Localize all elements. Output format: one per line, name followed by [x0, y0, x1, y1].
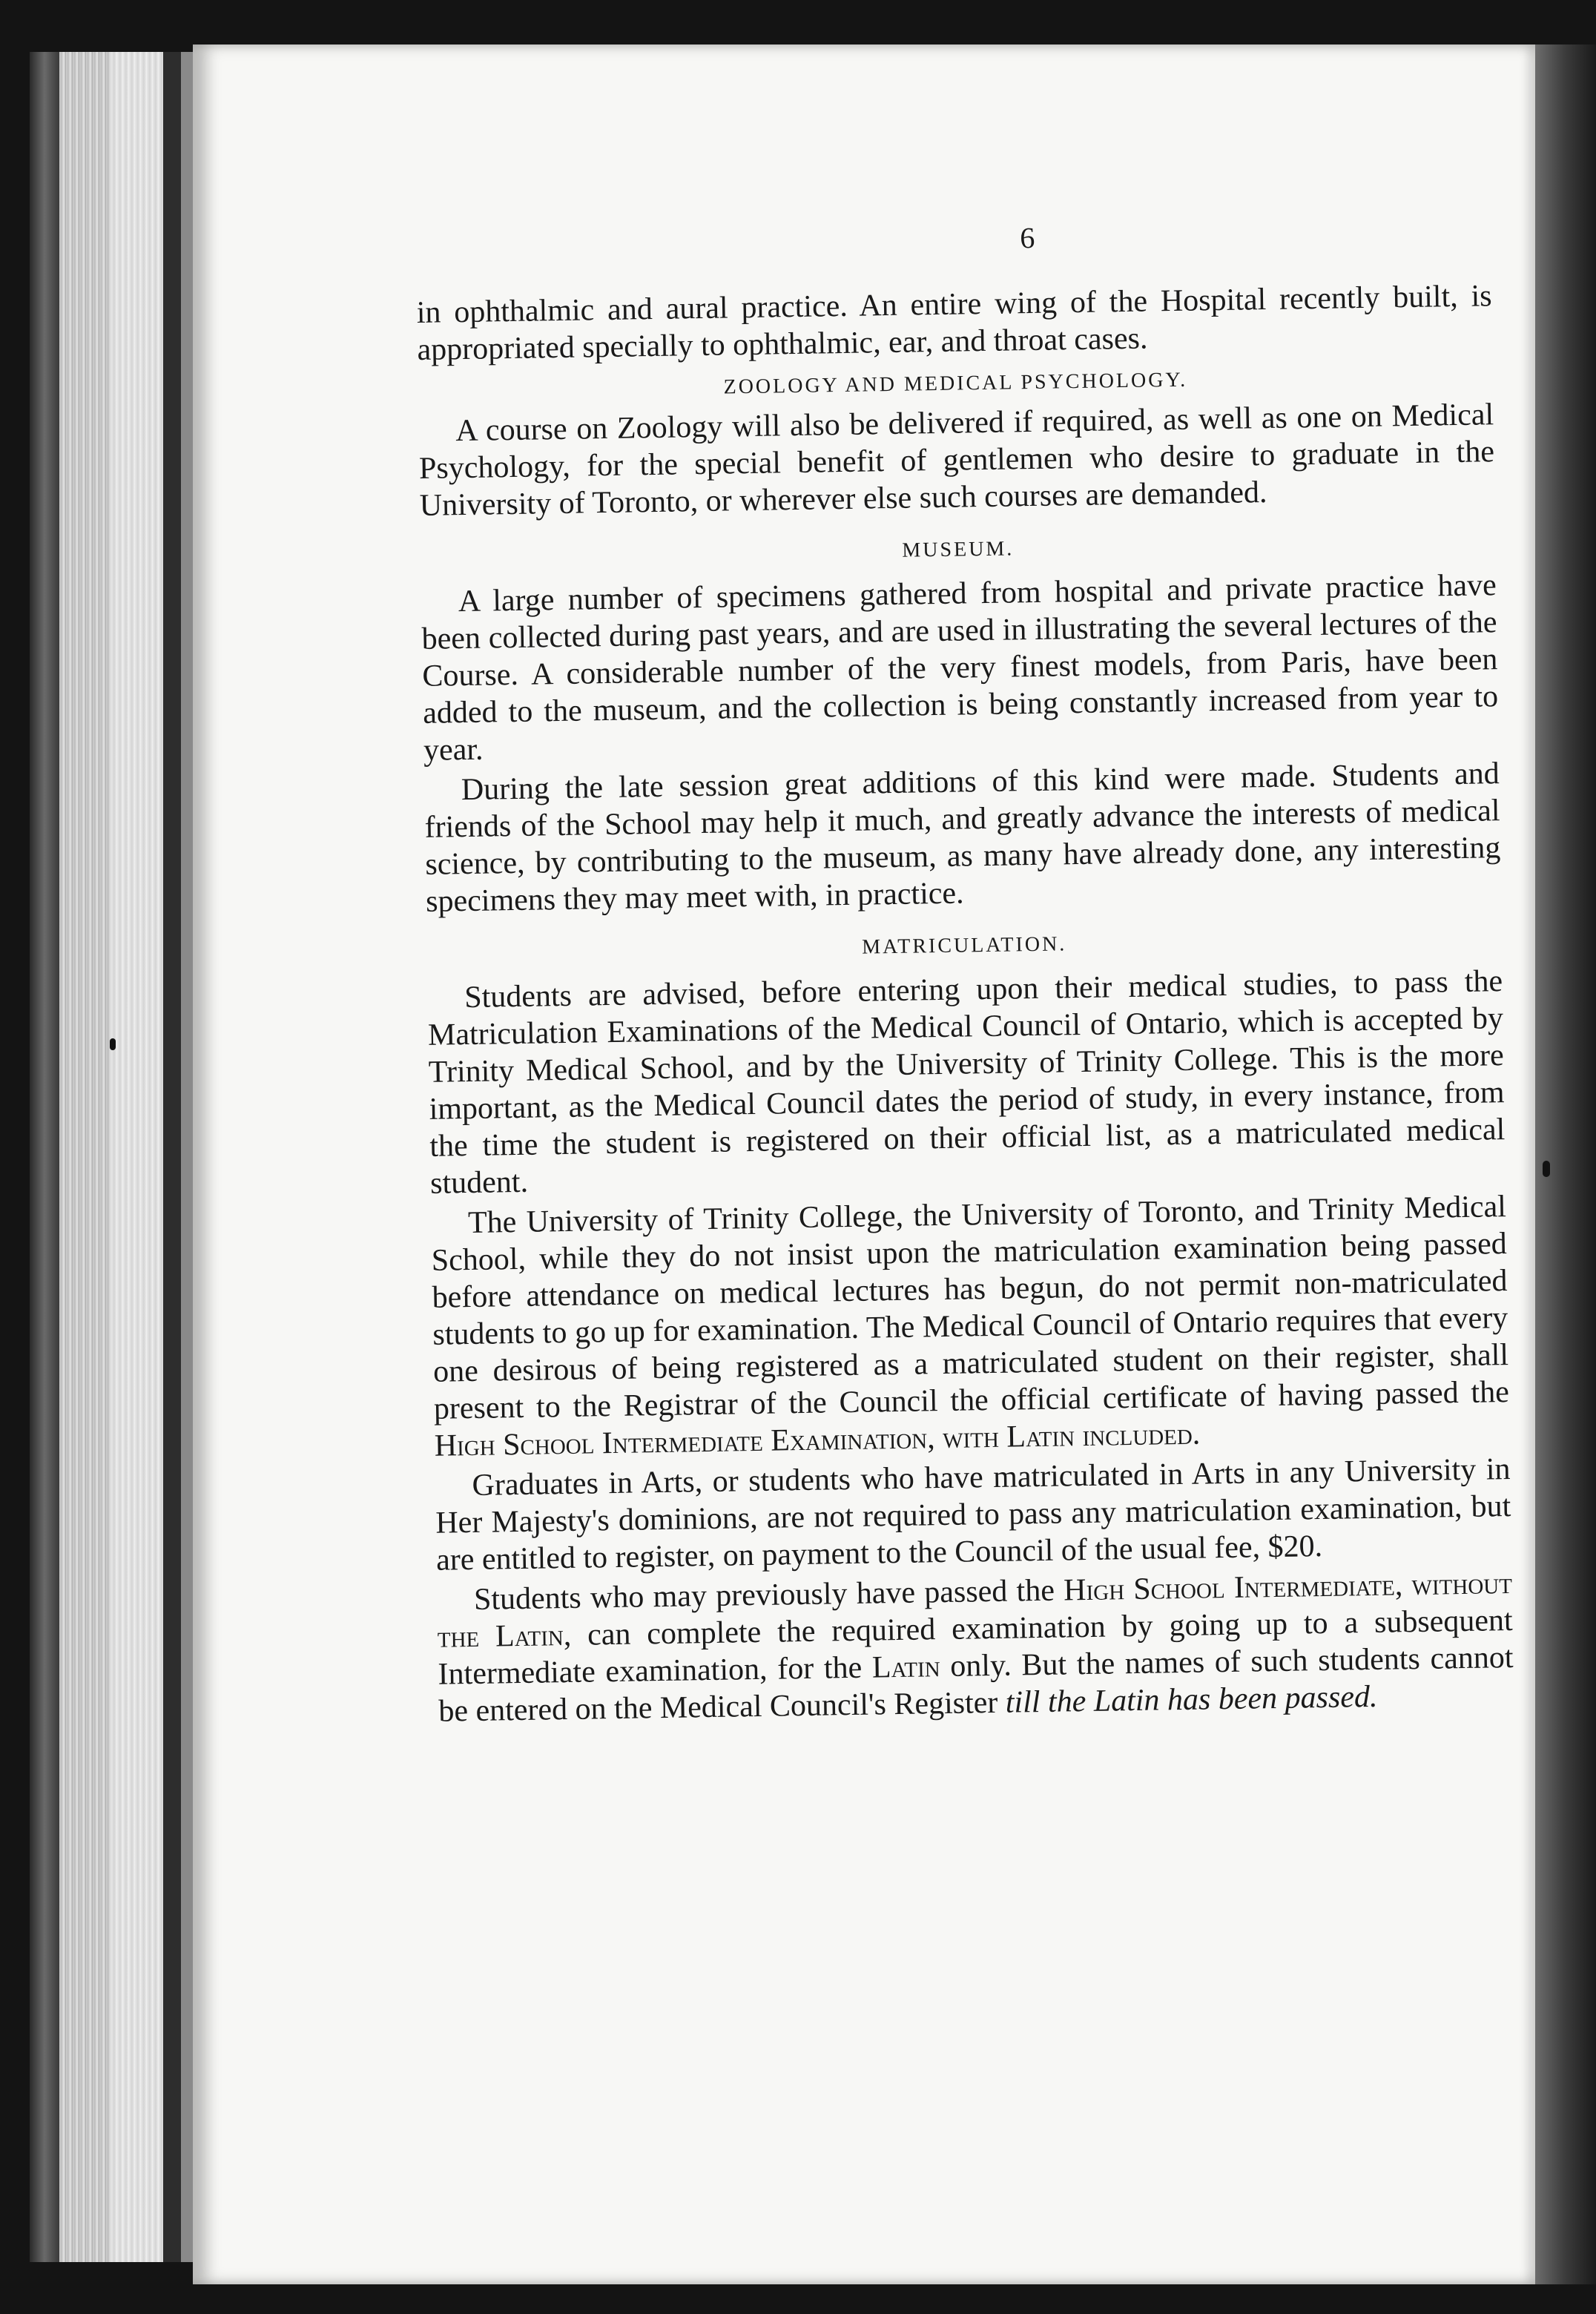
- high-school-intermediate-with-latin: High School Intermediate Examination, with Latin included.: [434, 1417, 1201, 1463]
- intro-paragraph: in ophthalmic and aural practice. An entire wing of the Hospital recently built, is appropriated specially to ophthalmic, ear, and throat cases.: [416, 279, 1492, 367]
- book-binding-edge: [30, 52, 59, 2262]
- heading-matriculation: MATRICULATION.: [861, 932, 1067, 959]
- museum-paragraph-1: A large number of specimens gathered from hospital and private practice have been collected during past years, and are used in illustrating the several lectures of the Course. A considerable number of the very finest models, from Paris, have been added to the museum, and the collection is being constantly increased from year to year.: [421, 568, 1499, 768]
- ink-mark: [1543, 1161, 1550, 1177]
- matriculation-paragraph-4: [437, 1565, 1514, 1730]
- zoology-paragraph: A course on Zoology will also be delivered if required, as well as one on Medical Psychology, for the special benefit of gentlemen who desire to graduate in the University of Toronto, or wherever else such courses are demanded.: [418, 398, 1495, 523]
- paragraph-4-part-c: only. But the names of such students cannot be entered on the Medical Council's Register: [438, 1640, 1514, 1729]
- stacked-pages-edge: [59, 52, 111, 2262]
- page-content: [415, 213, 1514, 1733]
- book-page: [193, 44, 1535, 2284]
- heading-zoology: ZOOLOGY AND MEDICAL PSYCHOLOGY.: [723, 368, 1188, 399]
- page-number: 6: [1019, 220, 1035, 255]
- paragraph-4-part-b: can complete the required examination by going up to a subsequent Intermediate examination, for the: [438, 1603, 1514, 1692]
- matriculation-paragraph-3: Graduates in Arts, or students who have matriculated in Arts in any University in Her Majesty's dominions, are not required to pass any matriculation examination, but are entitled to register, on payment to the Council of the usual fee, $20.: [435, 1452, 1511, 1578]
- matriculation-paragraph-2-text: The University of Trinity College, the University of Toronto, and Trinity Medical School, while they do not insist upon the matriculation examination being passed before attendance on medical lectures has begun, do not permit non-matriculated students to go up for examination. The Medical Council of Ontario requires that every one desirous of being registered as a matriculated student on their register, shall present to the Registrar of the Council the official certificate of having passed the: [431, 1190, 1510, 1426]
- paragraph-4-part-a: Students who may previously have passed the: [473, 1573, 1055, 1617]
- stacked-pages-edge-inner: [111, 52, 163, 2262]
- high-school-intermediate-without-latin: High School Intermediate, without the Latin,: [437, 1566, 1513, 1655]
- matriculation-paragraph-1: Students are advised, before entering upon their medical studies, to pass the Matriculation Examinations of the Medical Council of Ontario, which is accepted by Trinity Medical School, and by the University of Trinity College. This is the more important, as the Medical Council dates the period of study, in every instance, from the time the student is registered on their official list, as a matriculated medical student.: [427, 964, 1506, 1201]
- italic-latin-passed: till the Latin has been passed.: [1005, 1679, 1378, 1720]
- matriculation-paragraph-2: [431, 1188, 1510, 1465]
- latin-small-caps: Latin: [871, 1649, 940, 1685]
- ink-mark-left: [110, 1038, 116, 1050]
- heading-museum: MUSEUM.: [902, 537, 1015, 562]
- page-gutter-strip: [181, 52, 193, 2262]
- museum-paragraph-2: During the late session great additions of this kind were made. Students and friends of the School may help it much, and greatly advance the interests of medical science, by contributing to the museum, as many have already done, any interesting specimens they may meet with, in practice.: [424, 756, 1501, 919]
- page-gutter-shadow: [163, 52, 181, 2262]
